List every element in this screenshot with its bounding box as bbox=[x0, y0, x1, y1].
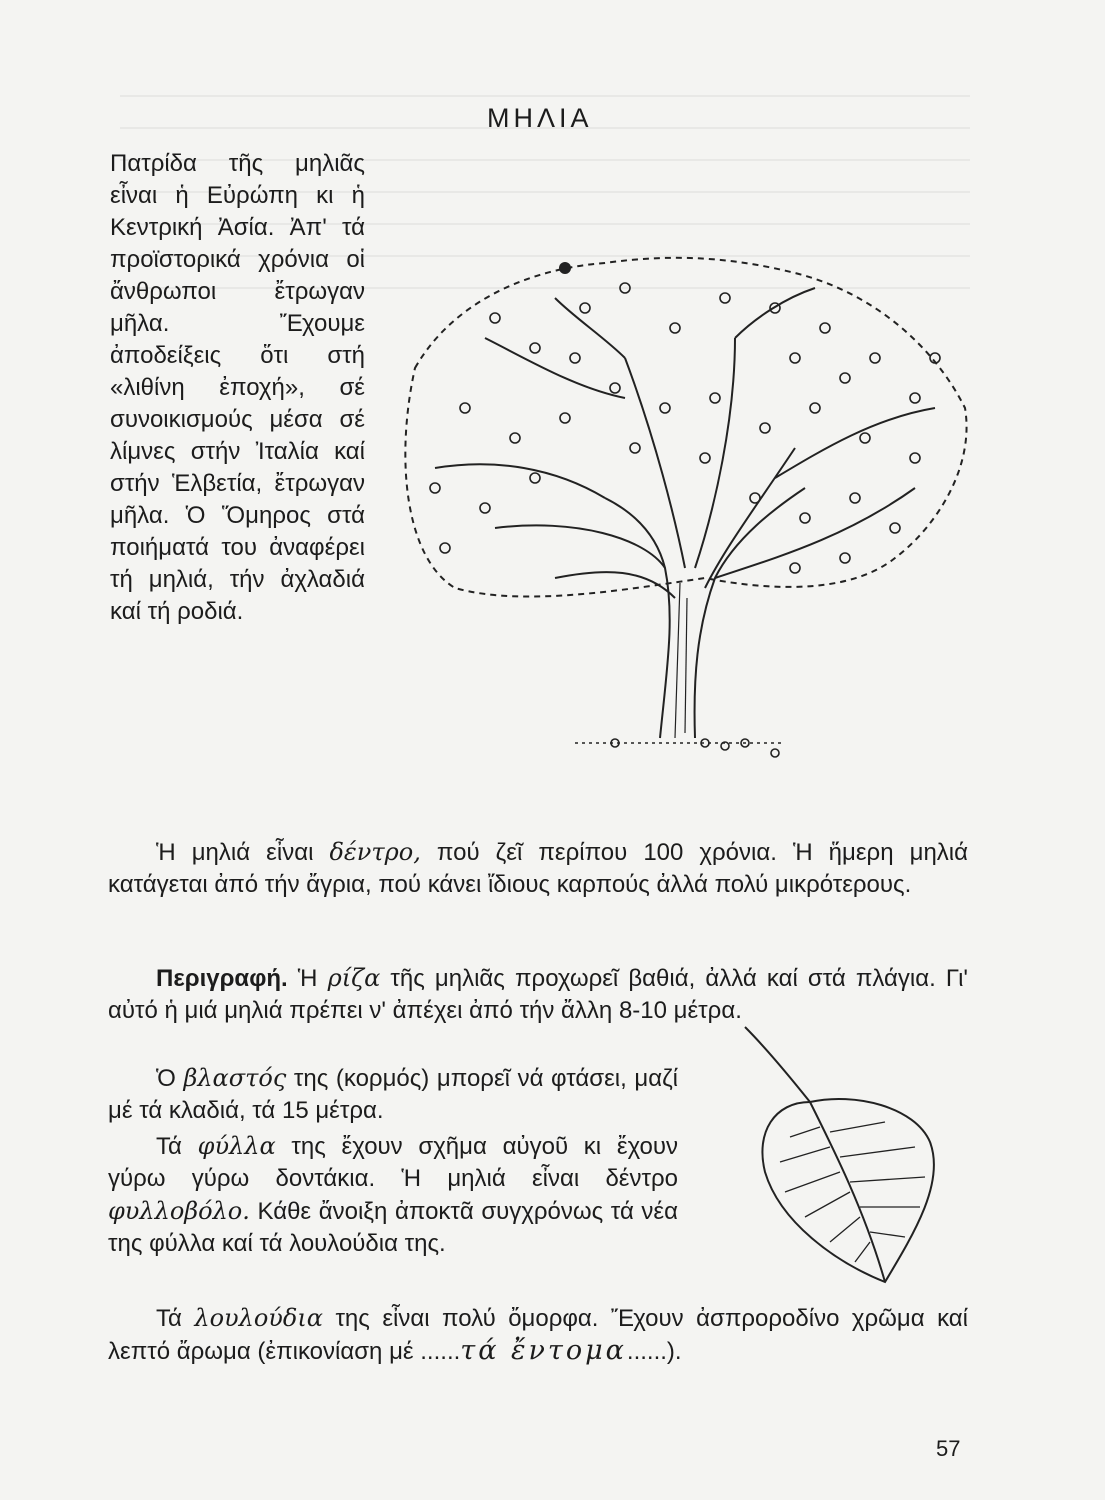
paragraph-lifespan bbox=[108, 836, 968, 901]
intro-text: Πατρίδα τῆς μηλιᾶς εἶναι ἡ Εὐρώπη κι ἡ Κεντρική Ἀσία. Ἀπ' τά προϊστορικά χρόνια οἱ ἄνθρωποι ἔτρωγαν μῆλα. Ἔχουμε ἀποδείξεις ὅτι στή «λιθίνη ἐποχή», σέ συνοικισμούς μέσα σέ λίμνες στήν Ἰταλία καί στήν Ἑλβετία, ἔτρωγαν μῆλα. Ὁ Ὅμηρος στά ποιήματά του ἀναφέρει τή μηλιά, τήν ἀχλαδιά καί τή ροδιά. bbox=[110, 150, 365, 625]
description-text-a: Ἡ bbox=[287, 965, 328, 992]
term-root: ρίζα bbox=[327, 964, 381, 992]
leaves-text-a: Τά bbox=[156, 1133, 198, 1160]
description-text-b: τῆς μηλιᾶς προχωρεῖ βαθιά, ἀλλά καί στά πλάγια. Γι' αὐτό ἡ μιά μηλιά πρέπει ν' ἀπέχει ἀπό τήν ἄλλη 8-10 μέτρα. bbox=[108, 965, 968, 1024]
apple-leaf-illustration bbox=[735, 1022, 950, 1292]
term-leaves: φύλλα bbox=[197, 1132, 276, 1160]
flowers-text-a: Τά bbox=[156, 1305, 195, 1332]
intro-paragraph bbox=[110, 148, 365, 628]
page-title: ΜΗΛΙΑ bbox=[487, 103, 593, 133]
blank-dots-end: ......). bbox=[626, 1338, 682, 1365]
term-trunk: βλαστός bbox=[183, 1064, 287, 1092]
paragraph-leaves bbox=[108, 1130, 678, 1260]
description-heading: Περιγραφή. bbox=[156, 965, 288, 992]
paragraph-trunk bbox=[108, 1062, 678, 1127]
handwritten-answer: τά ἔντομα bbox=[460, 1335, 627, 1366]
term-tree: δέντρο, bbox=[329, 838, 421, 866]
page-number: 57 bbox=[936, 1436, 961, 1461]
lifespan-text-b: πού ζεῖ περίπου 100 χρόνια. Ἡ ἥμερη μηλιά κατάγεται ἀπό τήν ἄγρια, πού κάνει ἴδιους καρπούς ἀλλά πολύ μικρότερους. bbox=[108, 839, 968, 898]
apple-tree-illustration bbox=[375, 238, 980, 783]
flowers-text-b: της εἶναι πολύ ὄμορφα. Ἔχουν ἀσπροροδίνο χρῶμα καί λεπτό ἄρωμα (ἐπικονίαση μέ bbox=[108, 1305, 968, 1365]
paragraph-description bbox=[108, 962, 968, 1027]
term-deciduous: φυλλοβόλο. bbox=[108, 1197, 250, 1225]
term-flowers: λουλούδια bbox=[194, 1304, 323, 1332]
leaves-text-c: Κάθε ἄνοιξη ἀποκτᾶ συγχρόνως τά νέα της φύλλα καί τά λουλούδια της. bbox=[108, 1198, 678, 1257]
trunk-text-a: Ὁ bbox=[156, 1065, 184, 1092]
trunk-text-b: της (κορμός) μπορεῖ νά φτάσει, μαζί μέ τά κλαδιά, τά 15 μέτρα. bbox=[108, 1065, 678, 1124]
blank-dots-start: ...... bbox=[420, 1338, 461, 1365]
paragraph-flowers bbox=[108, 1302, 968, 1368]
lifespan-text-a: Ἡ μηλιά εἶναι bbox=[156, 839, 330, 866]
leaves-text-b: της ἔχουν σχῆμα αὐγοῦ κι ἔχουν γύρω γύρω δοντάκια. Ἡ μηλιά εἶναι δέντρο bbox=[108, 1133, 678, 1192]
